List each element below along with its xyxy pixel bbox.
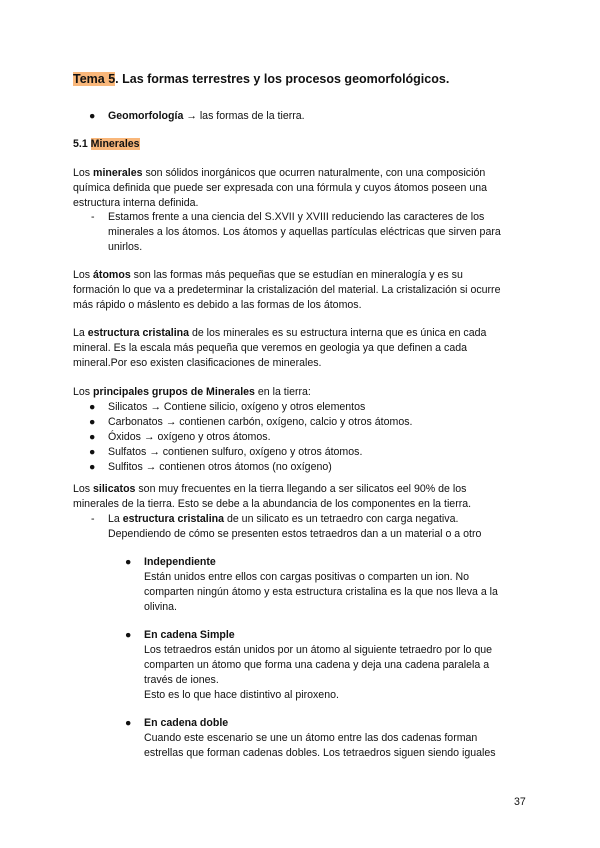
bullet-icon: ● — [125, 717, 132, 729]
section-name-highlight: Minerales — [90, 138, 140, 150]
bullet-icon: ● — [89, 416, 96, 428]
title-tema-highlight: Tema 5 — [73, 72, 116, 86]
type-cadena-simple: ● En cadena Simple Los tetraedros están unidos por un átomo al siguiente tetraedro por lo que comparten un átomo que forma una cadena y deja una cadena paralela a través de iones. Esto es lo que hace distintivo al piroxeno. — [125, 629, 493, 701]
dash-marker: - — [91, 513, 95, 525]
geomorfologia-bullet: ● Geomorfología → las formas de la tierra. — [89, 110, 305, 122]
bullet-icon: ● — [89, 461, 96, 473]
list-item: ● Sulfitos → contienen otros átomos (no oxígeno) — [89, 461, 332, 473]
dash-item-estructura: - La estructura cristalina de un silicato es un tetraedro con carga negativa. Dependiendo de cómo se presenten estos tetraedros dan a un material o a otro — [91, 513, 482, 540]
type-cadena-doble: ● En cadena doble Cuando este escenario se une un átomo entre las dos cadenas forman estrellas que forman cadenas dobles. Los tetraedros siguen siendo iguales — [125, 717, 496, 759]
list-item: ● Sulfatos → contienen sulfuro, oxígeno y otros átomos. — [89, 446, 363, 458]
dash-item-ciencia: - Estamos frente a una ciencia del S.XVII y XVIII reduciendo las caracteres de los minerales a los átomos. Los átomos y aquellas partículas eléctricas que sirven para unirlos. — [91, 211, 501, 253]
bullet-icon: ● — [89, 446, 96, 458]
minerales-paragraph: Los minerales son sólidos inorgánicos que ocurren naturalmente, con una composición química definida que puede ser expresada con una fórmula y cuyos átomos poseen una estructura interna definida. — [73, 167, 488, 209]
list-item: ● Óxidos → oxígeno y otros átomos. — [89, 431, 271, 443]
type-independiente: ● Independiente Están unidos entre ellos con cargas positivas o comparten un ion. No comparten ningún átomo y esta estructura cristalina es la que nos lleva a la olivina. — [125, 556, 498, 613]
list-item: ● Carbonatos → contienen carbón, oxígeno, calcio y otros átomos. — [89, 416, 413, 428]
bullet-icon: ● — [89, 110, 96, 122]
bullet-icon: ● — [89, 431, 96, 443]
estructura-paragraph: La estructura cristalina de los minerales es su estructura interna que es única en cada mineral. Es la escala más pequeña que veremos en geologia ya que definen a cada mineral.Por eso existen clasificaciones de minerales. — [73, 327, 487, 369]
bullet-icon: ● — [125, 629, 132, 641]
silicatos-paragraph: Los silicatos son muy frecuentes en la tierra llegando a ser silicatos eel 90% de los minerales de la tierra. Esto se debe a la abundancia de los componentes en la tierra. — [73, 483, 472, 510]
list-item: ● Silicatos → Contiene silicio, oxígeno y otros elementos — [89, 401, 366, 413]
section-heading: 5.1 Minerales — [73, 138, 140, 150]
bullet-icon: ● — [125, 556, 132, 568]
page-number: 37 — [514, 796, 526, 808]
grupos-intro: Los principales grupos de Minerales en la tierra: — [73, 386, 311, 398]
atomos-paragraph: Los átomos son las formas más pequeñas que se estudían en mineralogía y es su formación lo que va a predeterminar la cristalización del material. La cristalización si ocurre más rápido o máslento es debido a las formas de los átomos. — [73, 269, 501, 311]
dash-marker: - — [91, 211, 95, 223]
page-title — [73, 72, 449, 86]
bullet-icon: ● — [89, 401, 96, 413]
title-text: . Las formas terrestres y los procesos geomorfológicos. — [115, 72, 450, 86]
